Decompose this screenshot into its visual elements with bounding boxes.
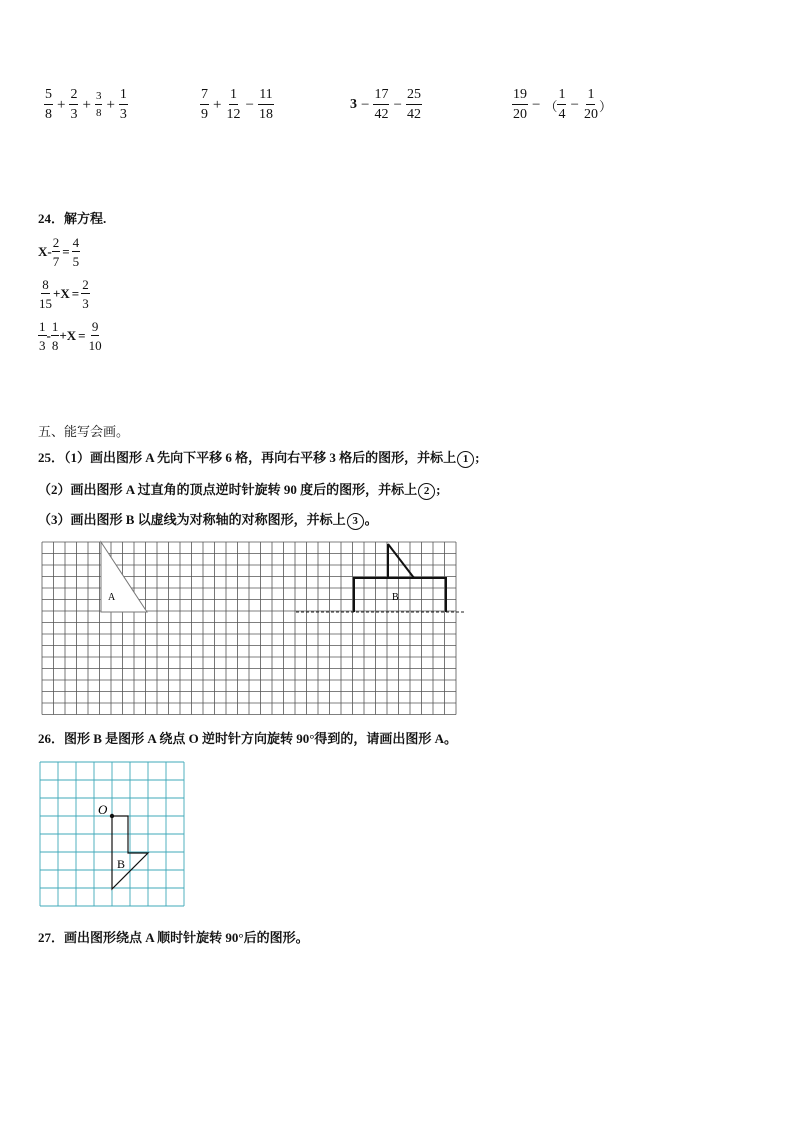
question-26-grid — [38, 760, 188, 910]
fraction: $\frac{1}{3}$ — [39, 319, 46, 353]
calc-expression-2: $\frac{7}{9}$ + $\frac{1}{12}$ − $\frac{11}{18}$ — [201, 87, 273, 122]
fraction: $\frac{5}{8}$ — [45, 87, 52, 122]
section-5-title: 五、能写会画。 — [38, 424, 130, 439]
question-27-text: 27．画出图形绕点 A 顺时针旋转 90°后的图形。 — [38, 930, 309, 945]
fraction: $\frac{4}{5}$ — [72, 235, 80, 269]
equation-3: $\frac{1}{3}$ - $\frac{1}{8}$ +X = $\frac{9}{10}$ — [39, 319, 102, 353]
fraction: $\frac{9}{10}$ — [88, 319, 102, 353]
equation-1: X- $\frac{2}{7}$ = $\frac{4}{5}$ — [38, 235, 80, 269]
fraction: $\frac{1}{8}$ — [51, 319, 59, 353]
point-o-label: O — [98, 802, 108, 817]
fraction: $\frac{2}{7}$ — [52, 235, 60, 269]
equation-2: $\frac{8}{15}$ +X = $\frac{2}{3}$ — [39, 277, 89, 311]
question-26-text: 26．图形 B 是图形 A 绕点 O 逆时针方向旋转 90°得到的，请画出图形 A。 — [38, 731, 458, 746]
fraction: $\frac{17}{42}$ — [374, 87, 389, 122]
question-25-part-2: （2）画出图形 A 过直角的顶点逆时针旋转 90 度后的图形，并标上 2 ; — [38, 479, 441, 500]
shape-b-label: B — [117, 857, 126, 871]
circled-number: 3 — [347, 513, 364, 530]
fraction: $\frac{8}{15}$ — [39, 277, 52, 311]
calc-expression-1: $\frac{5}{8}$ + $\frac{2}{3}$ + $\frac{3}{8}$ + $\frac{1}{3}$ — [45, 87, 127, 122]
fraction: $\frac{1}{12}$ — [226, 87, 241, 122]
fraction: $\frac{2}{3}$ — [70, 87, 78, 122]
question-25-part-3: （3）画出图形 B 以虚线为对称轴的对称图形，并标上 3 。 — [38, 509, 378, 530]
fraction: $\frac{19}{20}$ — [513, 87, 527, 122]
shape-a-label: A — [108, 592, 116, 603]
calc-expression-3: 3 − $\frac{17}{42}$ − $\frac{25}{42}$ — [350, 87, 421, 122]
fraction: $\frac{7}{9}$ — [201, 87, 208, 122]
fraction: $\frac{25}{42}$ — [406, 87, 421, 122]
question-25-grid — [40, 540, 466, 718]
question-24-title: 24．解方程. — [38, 211, 107, 226]
shape-b — [354, 544, 446, 612]
question-25-part-1: 25．（1）画出图形 A 先向下平移 6 格，再向右平移 3 格后的图形，并标上 1 ; — [38, 447, 480, 468]
fraction: $\frac{2}{3}$ — [82, 277, 89, 311]
calc-expression-4: $\frac{19}{20}$ − （ $\frac{1}{4}$ − $\frac{1}{20}$ ） — [513, 87, 612, 122]
circled-number: 2 — [418, 483, 435, 500]
fraction: $\frac{1}{4}$ — [558, 87, 566, 122]
fraction: $\frac{1}{20}$ — [583, 87, 598, 122]
fraction: $\frac{1}{3}$ — [119, 87, 127, 122]
point-o — [110, 814, 114, 818]
shape-b-label: B — [392, 592, 399, 603]
fraction: $\frac{3}{8}$ — [95, 90, 102, 119]
fraction: $\frac{11}{18}$ — [258, 87, 273, 122]
circled-number: 1 — [457, 451, 474, 468]
